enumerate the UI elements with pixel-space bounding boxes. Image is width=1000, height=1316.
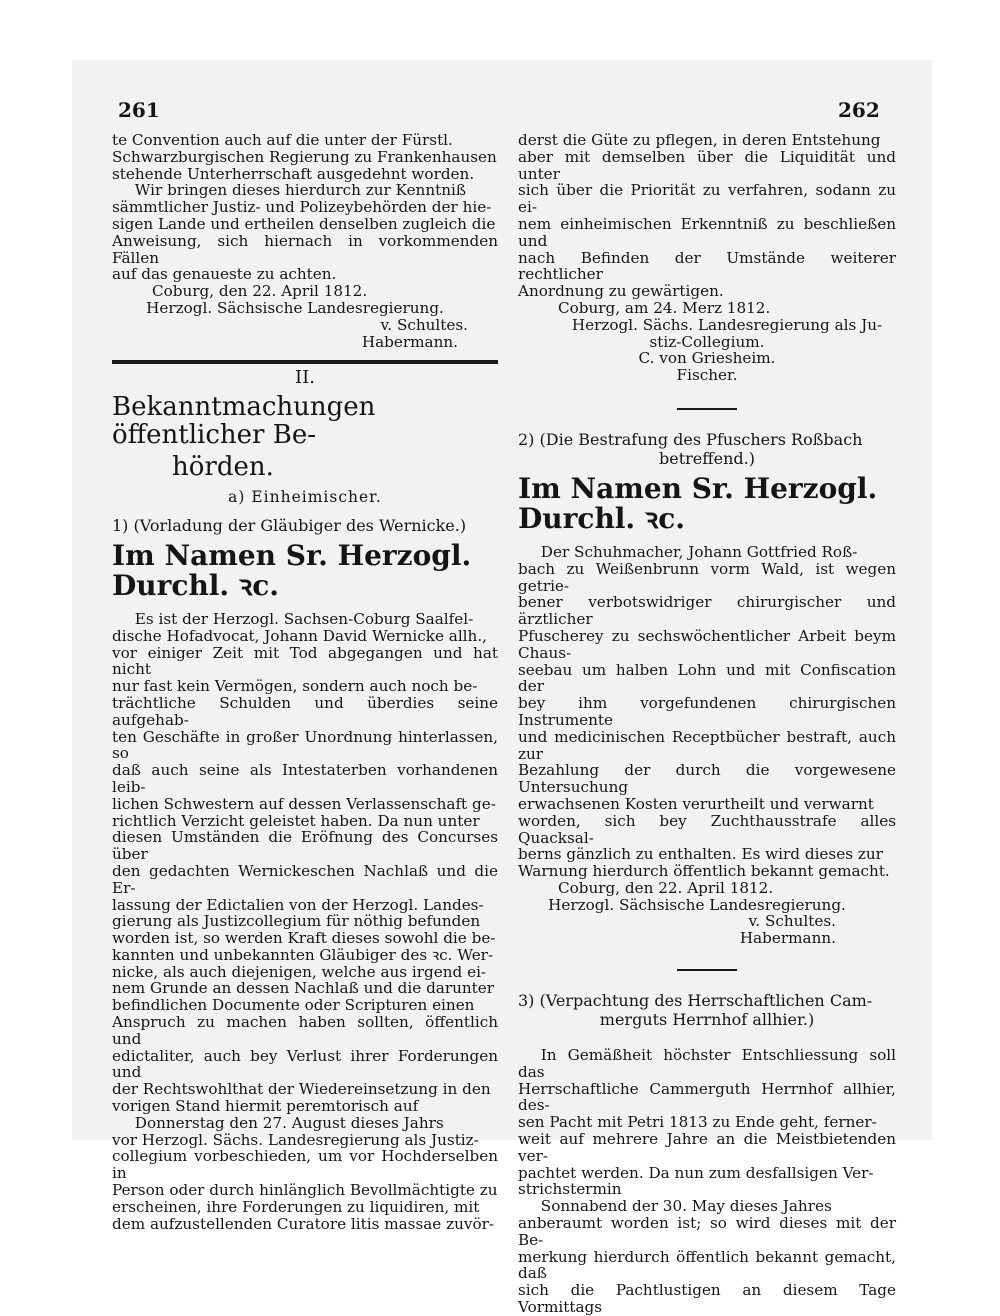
signature-authority: Herzogl. Sächsische Landesregierung. (548, 895, 846, 914)
text-line: Herrschaftliche Cammerguth Herrnhof allhier, des- (518, 1079, 896, 1115)
signature-name: Fischer. (676, 366, 738, 385)
text-line: Anweisung, sich hiernach in vorkommenden Fällen (112, 231, 498, 267)
formula-heading: Im Namen Sr. Herzogl. Durchl. ꝛc. (112, 538, 472, 602)
text-line: vor einiger Zeit mit Tod abgegangen und hat nicht (112, 643, 498, 679)
text-line: erwachsenen Kosten verurtheilt und verwarnt (518, 794, 874, 813)
page-number-left: 261 (118, 98, 160, 122)
text-line: sämmtlicher Justiz- und Polizeybehörden der hie- (112, 198, 492, 217)
text-line: weit auf mehrere Jahre an die Meistbietenden ver- (518, 1130, 896, 1165)
text-line: nem Grunde an dessen Nachlaß und die darunter (112, 979, 495, 998)
text-line: nem einheimischen Erkenntniß zu beschließen und (518, 214, 896, 250)
text-line: lichen Schwestern auf dessen Verlassenschaft ge- (112, 794, 496, 813)
text-line: sigen Lande und ertheilen denselben zugleich die (112, 214, 496, 233)
text-line: Anspruch zu machen haben sollten, öffentlich und (112, 1013, 498, 1048)
text-line: collegium vorbeschieden, um vor Hochderselben in (112, 1147, 498, 1183)
notice-title-continued: betreffend.) (659, 448, 755, 468)
text-line: gierung als Justizcollegium für nöthig befunden (112, 912, 481, 931)
signature-name: v. Schultes. (380, 315, 468, 334)
text-line: bach zu Weißenbrunn vorm Wald, ist wegen getrie- (518, 559, 896, 595)
subsection-heading: a) Einheimischer. (228, 488, 382, 507)
text-line: worden, sich bey Zuchthausstrafe alles Quacksal- (518, 811, 896, 847)
text-line: edictaliter, auch bey Verlust ihrer Forderungen und (112, 1046, 498, 1082)
signature-name: C. von Griesheim. (638, 349, 776, 368)
signature-authority-continued: stiz-Collegium. (649, 332, 765, 351)
text-line: kannten und unbekannten Gläubiger des ꝛc. Wer- (112, 945, 494, 964)
text-line: te Convention auch auf die unter der Fürstl. (112, 131, 453, 149)
text-line: bey ihm vorgefundenen chirurgischen Instrumente (518, 694, 896, 729)
text-line: stehende Unterherrschaft ausgedehnt worden. (112, 164, 475, 183)
text-line: dem aufzustellenden Curatore litis massae zuvör- (112, 1214, 495, 1233)
text-line: Pfuscherey zu sechswöchentlicher Arbeit beym Chaus- (518, 626, 896, 662)
text-line: Warnung hierdurch öffentlich bekannt gemacht. (518, 862, 890, 881)
formula-heading: Im Namen Sr. Herzogl. Durchl. ꝛc. (518, 471, 878, 535)
right-column (518, 132, 896, 1316)
date-line: Coburg, den 22. April 1812. (558, 878, 774, 897)
text-line: Donnerstag den 27. August dieses Jahrs (134, 1113, 444, 1132)
notice-title: 2) (Die Bestrafung des Pfuschers Roßbach (518, 429, 863, 449)
text-line: nur fast kein Vermögen, sondern auch noch be- (112, 677, 478, 696)
text-line: berns gänzlich zu enthalten. Es wird dieses zur (518, 845, 883, 864)
text-line: aber mit demselben über die Liquidität und unter (518, 147, 896, 183)
section-number: II. (295, 367, 315, 389)
text-line: auf das genaueste zu achten. (112, 265, 337, 284)
text-line: Wir bringen dieses hierdurch zur Kenntniß (134, 181, 467, 200)
text-line: merkung hierdurch öffentlich bekannt gemacht, daß (518, 1247, 896, 1283)
text-line: seebau um halben Lohn und mit Confiscation der (518, 660, 896, 696)
notice-title-continued: merguts Herrnhof allhier.) (599, 1010, 815, 1030)
date-line: Coburg, am 24. Merz 1812. (558, 298, 771, 317)
text-line: strichstermin (518, 1180, 622, 1199)
notice-title: 3) (Verpachtung des Herrschaftlichen Cam- (518, 991, 873, 1011)
text-line: richtlich Verzicht geleistet haben. Da nun unter (112, 811, 480, 830)
text-line: sich die Pachtlustigen an diesem Tage Vormittags (518, 1281, 896, 1316)
text-line: der Rechtswohlthat der Wiedereinsetzung in den (112, 1080, 491, 1099)
text-line: Person oder durch hinlänglich Bevollmächtigte zu (112, 1181, 498, 1200)
text-line: derst die Güte zu pflegen, in deren Entstehung (518, 131, 881, 149)
left-column (112, 132, 498, 1232)
text-line: sich über die Priorität zu verfahren, sodann zu ei- (518, 181, 896, 217)
text-line: Sonnabend der 30. May dieses Jahres (540, 1197, 832, 1216)
text-line: nach Befinden der Umstände weiterer rechtlicher (518, 248, 896, 284)
text-line: vorigen Stand hiermit peremtorisch auf (112, 1097, 419, 1116)
text-line: nicke, als auch diejenigen, welche aus irgend ei- (112, 962, 487, 981)
text-line: anberaumt worden ist; so wird dieses mit der Be- (518, 1214, 896, 1249)
text-line: vor Herzogl. Sächs. Landesregierung als Justiz- (112, 1130, 479, 1149)
text-line: und medicinischen Receptbücher bestraft, auch zur (518, 727, 896, 763)
text-line: ten Geschäfte in großer Unordnung hinterlassen, so (112, 727, 498, 763)
text-line: erscheinen, ihre Forderungen zu liquidiren, mit (112, 1197, 480, 1216)
text-line: dische Hofadvocat, Johann David Wernicke allh., (112, 626, 487, 645)
text-line: befindlichen Documente oder Scripturen einen (112, 996, 475, 1015)
text-line: lassung der Edictalien von der Herzogl. Landes- (112, 895, 484, 914)
text-line: worden ist, so werden Kraft dieses sowohl die be- (112, 929, 496, 948)
text-line: diesen Umständen die Eröfnung des Concurses über (112, 828, 498, 864)
text-line: Der Schuhmacher, Johann Gottfried Roß- (540, 542, 858, 561)
text-line: Bezahlung der durch die vorgewesene Untersuchung (518, 761, 896, 797)
text-line: daß auch seine als Intestaterben vorhandenen leib- (112, 761, 498, 796)
text-line: Es ist der Herzogl. Sachsen-Coburg Saalfel- (134, 609, 474, 628)
text-line: pachtet werden. Da nun zum desfallsigen Ver- (518, 1163, 874, 1182)
signature-name: v. Schultes. (748, 912, 836, 931)
text-line: trächtliche Schulden und überdies seine aufgehab- (112, 693, 498, 729)
section-heading: Bekanntmachungen öffentlicher Be- (112, 392, 376, 451)
signature-authority: Herzogl. Sächsische Landesregierung. (146, 298, 444, 317)
date-line: Coburg, den 22. April 1812. (152, 282, 368, 301)
text-line: den gedachten Wernickeschen Nachlaß und die Er- (112, 861, 498, 897)
signature-authority: Herzogl. Sächs. Landesregierung als Ju- (571, 315, 883, 334)
text-line: bener verbotswidriger chirurgischer und ärztlicher (518, 593, 896, 629)
notice-title: 1) (Vorladung der Gläubiger des Wernicke.) (112, 515, 467, 535)
text-line: sen Pacht mit Petri 1813 zu Ende geht, ferner- (518, 1113, 877, 1132)
section-heading-continued: hörden. (172, 452, 274, 483)
text-line: In Gemäßheit höchster Entschliessung soll das (518, 1046, 896, 1081)
signature-name: Habermann. (361, 332, 458, 351)
section-divider (112, 360, 498, 364)
signature-name: Habermann. (739, 929, 836, 948)
text-line: Schwarzburgischen Regierung zu Frankenhausen (112, 147, 497, 166)
page-number-right: 262 (838, 98, 880, 122)
text-line: Anordnung zu gewärtigen. (518, 282, 724, 301)
